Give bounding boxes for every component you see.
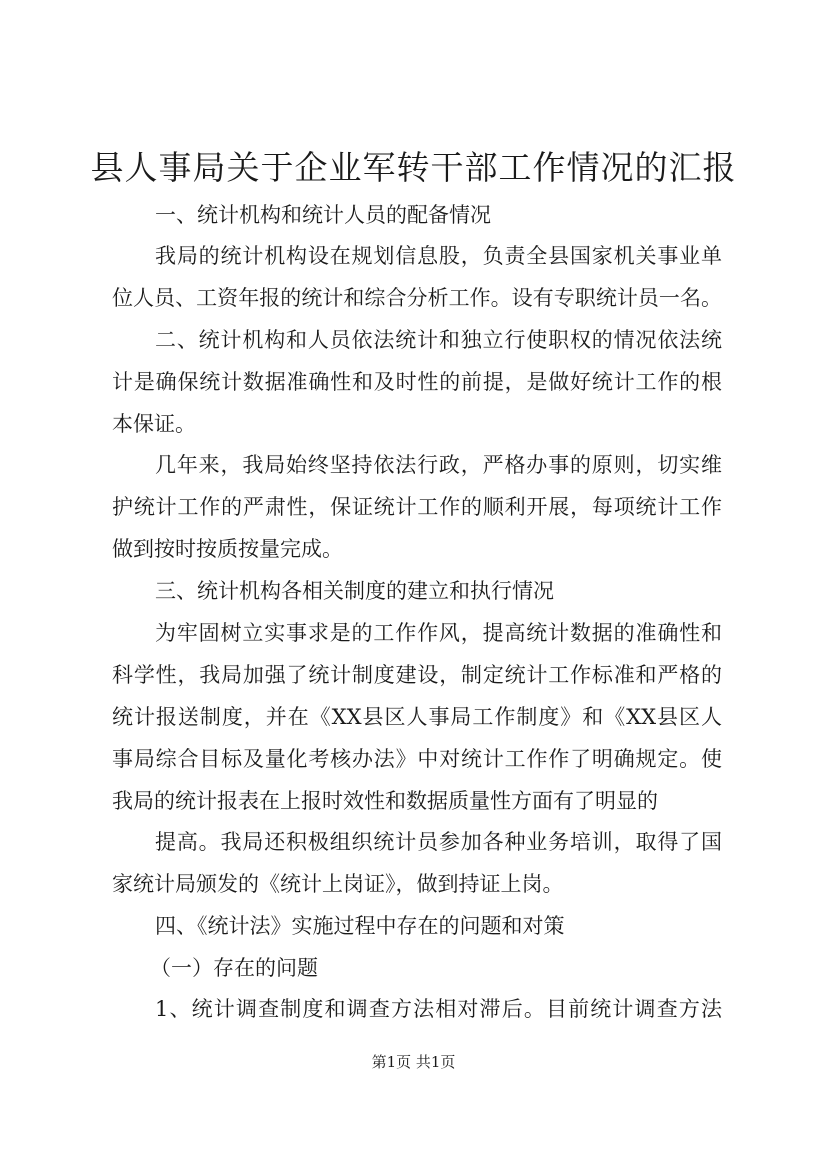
- paragraph-line: 家统计局颁发的《统计上岗证》，做到持证上岗。: [112, 872, 564, 896]
- page-footer: 第1页 共1页: [371, 1053, 456, 1071]
- paragraph-line: 几年来，我局始终坚持依法行政，严格办事的原则，切实维: [155, 453, 722, 477]
- paragraph-line: 计是确保统计数据准确性和及时性的前提，是做好统计工作的根: [112, 370, 722, 394]
- paragraph-line: 位人员、工资年报的统计和综合分析工作。设有专职统计员一名。: [112, 286, 722, 310]
- paragraph-line: 本保证。: [112, 412, 196, 436]
- paragraph-line: 我局的统计机构设在规划信息股，负责全县国家机关事业单: [155, 244, 722, 268]
- paragraph-line: 事局综合目标及量化考核办法》中对统计工作作了明确规定。使: [112, 747, 722, 771]
- paragraph-line: 1、统计调查制度和调查方法相对滞后。目前统计调查方法: [155, 997, 722, 1021]
- section-heading-3: 三、统计机构各相关制度的建立和执行情况: [155, 579, 554, 603]
- subsection-heading: （一）存在的问题: [150, 956, 318, 980]
- document-title: 县人事局关于企业军转干部工作情况的汇报: [90, 148, 737, 187]
- paragraph-line: 我局的统计报表在上报时效性和数据质量性方面有了明显的: [112, 789, 658, 813]
- section-heading-4: 四、《统计法》实施过程中存在的问题和对策: [155, 914, 565, 938]
- paragraph-line: 为牢固树立实事求是的工作作风，提高统计数据的准确性和: [155, 621, 722, 645]
- paragraph-line: 做到按时按质按量完成。: [112, 537, 343, 561]
- section-heading-2: 二、统计机构和人员依法统计和独立行使职权的情况依法统: [155, 328, 722, 352]
- section-heading-1: 一、统计机构和统计人员的配备情况: [155, 203, 491, 227]
- paragraph-line: 提高。我局还积极组织统计员参加各种业务培训，取得了国: [155, 830, 722, 854]
- paragraph-line: 科学性，我局加强了统计制度建设，制定统计工作标准和严格的: [112, 663, 722, 687]
- paragraph-line: 护统计工作的严肃性，保证统计工作的顺利开展，每项统计工作: [112, 495, 722, 519]
- paragraph-line: 统计报送制度，并在《XX县区人事局工作制度》和《XX县区人: [112, 705, 722, 729]
